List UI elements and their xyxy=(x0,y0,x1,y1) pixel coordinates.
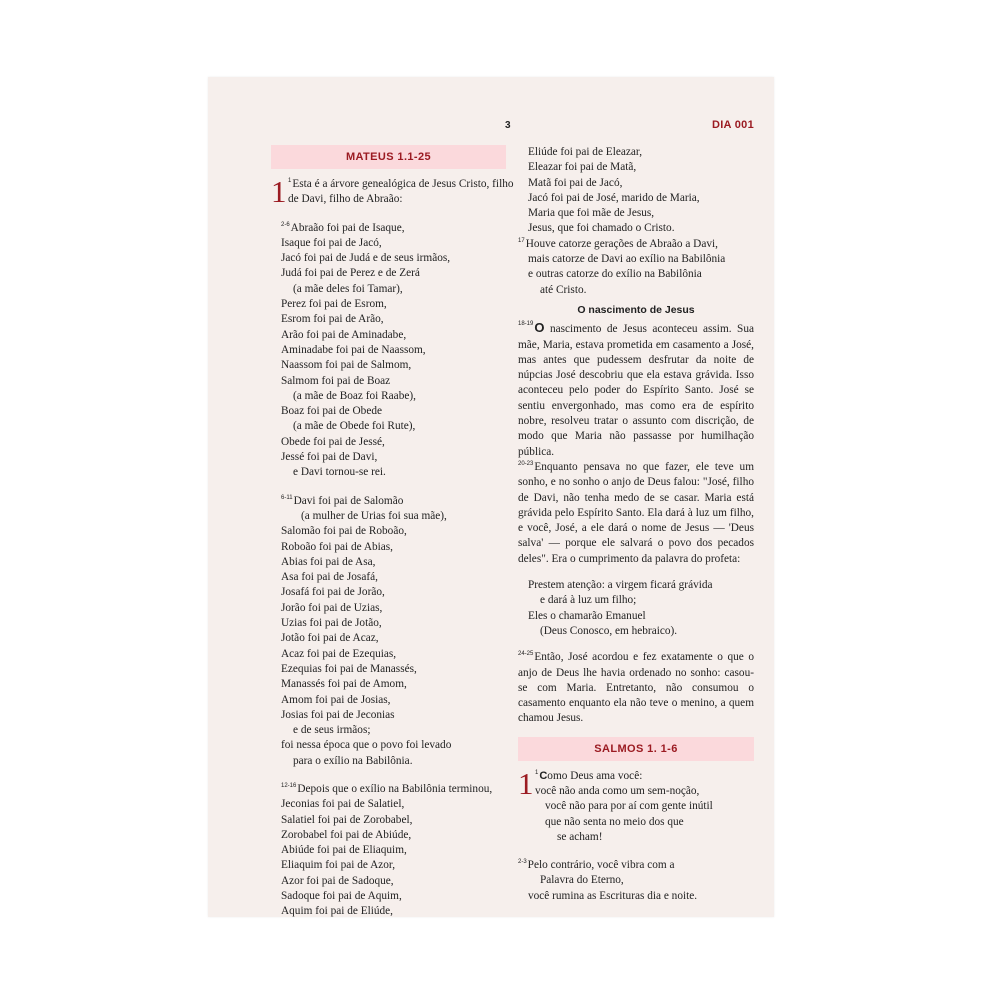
verse-line: Jacó foi pai de José, marido de Maria, xyxy=(528,191,700,204)
verse-line: Salatiel foi pai de Zorobabel, xyxy=(281,813,413,826)
verse-line: para o exílio na Babilônia. xyxy=(293,754,413,767)
verse-number: 1 xyxy=(288,178,292,184)
section-heading: O nascimento de Jesus xyxy=(577,303,695,316)
stanza xyxy=(518,578,754,639)
book-page xyxy=(208,77,774,917)
verse-line: você rumina as Escrituras dia e noite. xyxy=(528,889,698,902)
verse-line: Judá foi pai de Perez e de Zerá xyxy=(281,267,420,280)
verse-line: Perez foi pai de Esrom, xyxy=(281,298,387,311)
verse-line: Manassés foi pai de Amom, xyxy=(281,678,407,691)
verse-line: Matã foi pai de Jacó, xyxy=(528,176,623,189)
verse-line: Eles o chamarão Emanuel xyxy=(528,609,646,622)
verse-line: Arão foi pai de Aminadabe, xyxy=(281,328,407,341)
verse-line: Eliúde foi pai de Eleazar, xyxy=(528,146,643,158)
verse-line: Jeconias foi pai de Salatiel, xyxy=(281,798,405,811)
verse-line: Jorão foi pai de Uzias, xyxy=(281,601,383,614)
paragraph: $^{20-23}$Enquanto pensava no que fazer, ele teve um sonho, e no sonho o anjo de Deus falou: "José, filho de Davi, não tenha medo de se casar. Maria está grávida pelo Espírito Santo. Ela dará à luz um filho, e você, José, a ele dará o nome de Jesus — 'Deus salva' — porque ele salvará o povo dos pecados deles". Era o cumprimento da palavra do profeta: xyxy=(518,460,754,565)
stanza xyxy=(518,237,754,298)
verse-line: Roboão foi pai de Abias, xyxy=(281,540,394,553)
verse-line: Jessé foi pai de Davi, xyxy=(281,451,378,464)
verse-line: Asa foi pai de Josafá, xyxy=(281,571,378,584)
verse-line: você não para por aí com gente inútil xyxy=(545,800,713,813)
verse-line: $^1$Como Deus ama você: xyxy=(535,769,643,782)
verse-line: Abiúde foi pai de Eliaquim, xyxy=(281,844,407,857)
book-header-mateus: MATEUS 1.1-25 xyxy=(271,145,506,169)
verse-line: (a mulher de Urias foi sua mãe), xyxy=(301,509,447,522)
left-column xyxy=(271,145,514,920)
verse-line: Salmom foi pai de Boaz xyxy=(281,374,391,387)
verse-line: Obede foi pai de Jessé, xyxy=(281,435,385,448)
verse-line: até Cristo. xyxy=(540,283,587,296)
verse-number: 2-6 xyxy=(281,221,290,228)
stanza xyxy=(271,221,506,481)
verse-line: Zorobabel foi pai de Abiúde, xyxy=(281,828,412,841)
verse-line: $^{12-16}$Depois que o exílio na Babilônia terminou, xyxy=(281,782,493,795)
verse-line: $^{2-3}$Pelo contrário, você vibra com a xyxy=(518,859,675,872)
verse-number: 20-23 xyxy=(518,460,534,467)
verse-number: 1 xyxy=(535,769,539,776)
verse-line: Sadoque foi pai de Aquim, xyxy=(281,890,402,903)
verse-line: (a mãe de Boaz foi Raabe), xyxy=(293,389,416,402)
verse-line: Uzias foi pai de Jotão, xyxy=(281,617,382,630)
verse-line: (Deus Conosco, em hebraico). xyxy=(540,624,678,637)
stanza xyxy=(518,145,754,237)
verse-line: se acham! xyxy=(557,830,603,843)
verse-line: que não senta no meio dos que xyxy=(545,815,684,828)
verse-line: e Davi tornou-se rei. xyxy=(293,466,386,479)
verse-line: Abias foi pai de Asa, xyxy=(281,555,376,568)
verse-line: Josafá foi pai de Jorão, xyxy=(281,586,385,599)
verse-line: Isaque foi pai de Jacó, xyxy=(281,236,382,249)
chapter-intro xyxy=(271,174,514,209)
verse-line: você não anda como um sem-noção, xyxy=(535,784,700,797)
verse-line: e dará à luz um filho; xyxy=(540,594,637,607)
verse-line: (a mãe de Obede foi Rute), xyxy=(293,420,416,433)
verse-line: $^{6-11}$Davi foi pai de Salomão xyxy=(281,494,404,507)
verse-line: Josias foi pai de Jeconias xyxy=(281,708,395,721)
verse-line: Aquim foi pai de Eliúde, xyxy=(281,905,394,918)
verse-line: Prestem atenção: a virgem ficará grávida xyxy=(528,579,713,592)
day-label: DIA 001 xyxy=(711,119,754,131)
verse-line: foi nessa época que o povo foi levado xyxy=(281,739,452,752)
verse-line: Jesus, que foi chamado o Cristo. xyxy=(528,222,675,235)
verse-line: Salomão foi pai de Roboão, xyxy=(281,525,407,538)
verse-line: e de seus irmãos; xyxy=(293,724,371,737)
verse-line: Boaz foi pai de Obede xyxy=(281,405,383,418)
verse-line: Eleazar foi pai de Matã, xyxy=(528,161,637,174)
verse-line: Ezequias foi pai de Manassés, xyxy=(281,662,417,675)
verse-number: 12-16 xyxy=(281,782,297,789)
verse-line: Jotão foi pai de Acaz, xyxy=(281,632,379,645)
stanza xyxy=(271,782,506,920)
psalm-dropcap: 1 xyxy=(518,765,534,801)
verse-line: Azor foi pai de Sadoque, xyxy=(281,874,394,887)
verse-number: 2-3 xyxy=(518,859,527,866)
psalm-intro xyxy=(518,765,754,845)
verse-line: $^1$Esta é a árvore genealógica de Jesus Cristo, filho xyxy=(288,178,514,190)
verse-line: Eliaquim foi pai de Azor, xyxy=(281,859,396,872)
book-header-salmos: SALMOS 1. 1-6 xyxy=(518,737,754,761)
verse-number: 17 xyxy=(518,237,525,244)
paragraph: $^{18-19}$O nascimento de Jesus aconteceu assim. Sua mãe, Maria, estava prometida em casamento a José, mas antes que pudessem desfrutar da noite de núpcias José descobriu que ela estava grávida. Isso aconteceu pelo poder do Espírito Santo. José se sentiu envergonhado, mas como era de espírito nobre, resolveu tratar o assunto com discrição, de modo que Maria não passasse por humilhação pública. xyxy=(518,320,754,458)
verse-number: 18-19 xyxy=(518,321,534,328)
verse-line: Amom foi pai de Josias, xyxy=(281,693,391,706)
verse-line: $^{2-6}$Abraão foi pai de Isaque, xyxy=(281,221,405,234)
verse-line: Maria que foi mãe de Jesus, xyxy=(528,207,655,220)
verse-line: $^{17}$Houve catorze gerações de Abraão a Davi, xyxy=(518,237,718,250)
stanza xyxy=(518,858,754,904)
chapter-dropcap: 1 xyxy=(271,174,287,209)
verse-line: de Davi, filho de Abraão: xyxy=(288,193,403,206)
verse-line: e outras catorze do exílio na Babilônia xyxy=(528,268,702,281)
verse-line: Aminadabe foi pai de Naassom, xyxy=(281,343,426,356)
right-column xyxy=(518,145,754,904)
stanza xyxy=(271,494,506,769)
verse-number: 6-11 xyxy=(281,494,293,501)
verse-number: 24-25 xyxy=(518,651,534,658)
verse-line: Palavra do Eterno, xyxy=(540,874,624,887)
verse-line: Jacó foi pai de Judá e de seus irmãos, xyxy=(281,252,451,265)
page-number: 3 xyxy=(505,120,511,131)
verse-line: Naassom foi pai de Salmom, xyxy=(281,359,412,372)
paragraph: $^{24-25}$Então, José acordou e fez exatamente o que o anjo de Deus lhe havia ordenado no sonho: casou-se com Maria. Entretanto, não consumou o casamento enquanto ela não teve o menino, a quem chamou Jesus. xyxy=(518,651,754,725)
verse-line: Acaz foi pai de Ezequias, xyxy=(281,647,397,660)
verse-line: (a mãe deles foi Tamar), xyxy=(293,282,403,295)
verse-line: mais catorze de Davi ao exílio na Babilônia xyxy=(528,253,726,266)
verse-line: Esrom foi pai de Arão, xyxy=(281,313,384,326)
